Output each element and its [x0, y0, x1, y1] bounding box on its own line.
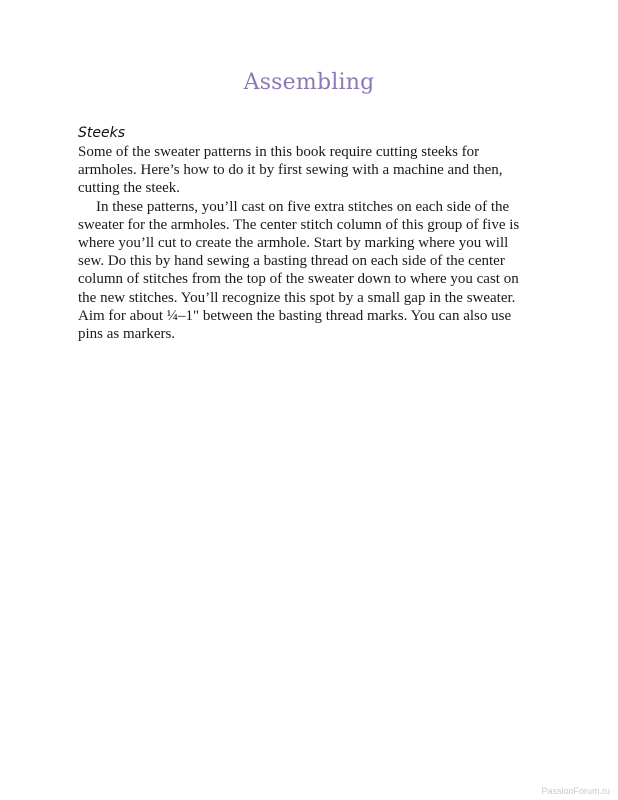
chapter-title: Assembling [243, 70, 375, 95]
paragraph-intro: Some of the sweater patterns in this book require cutting steeks for armholes. Here’s how to do it by first sewing with a machine and then, cutting the steek. [78, 144, 503, 197]
paragraph-instructions: In these patterns, you’ll cast on five extra stitches on each side of the sweater for the armholes. The center stitch column of this group of five is where you’ll cut to create the armhole. Start by marking where you will sew. Do this by hand sewing a basting thread on each side of the center column of stitches from the top of the sweater down to where you cast on the new stitches. You’ll recognize this spot by a small gap in the sweater. Aim for about ¼–1" between the basting thread marks. You can also use pins as markers. [78, 198, 520, 343]
section-heading: Steeks [78, 125, 126, 141]
watermark: PassionForum.ru [541, 786, 610, 796]
section-body [78, 124, 528, 343]
